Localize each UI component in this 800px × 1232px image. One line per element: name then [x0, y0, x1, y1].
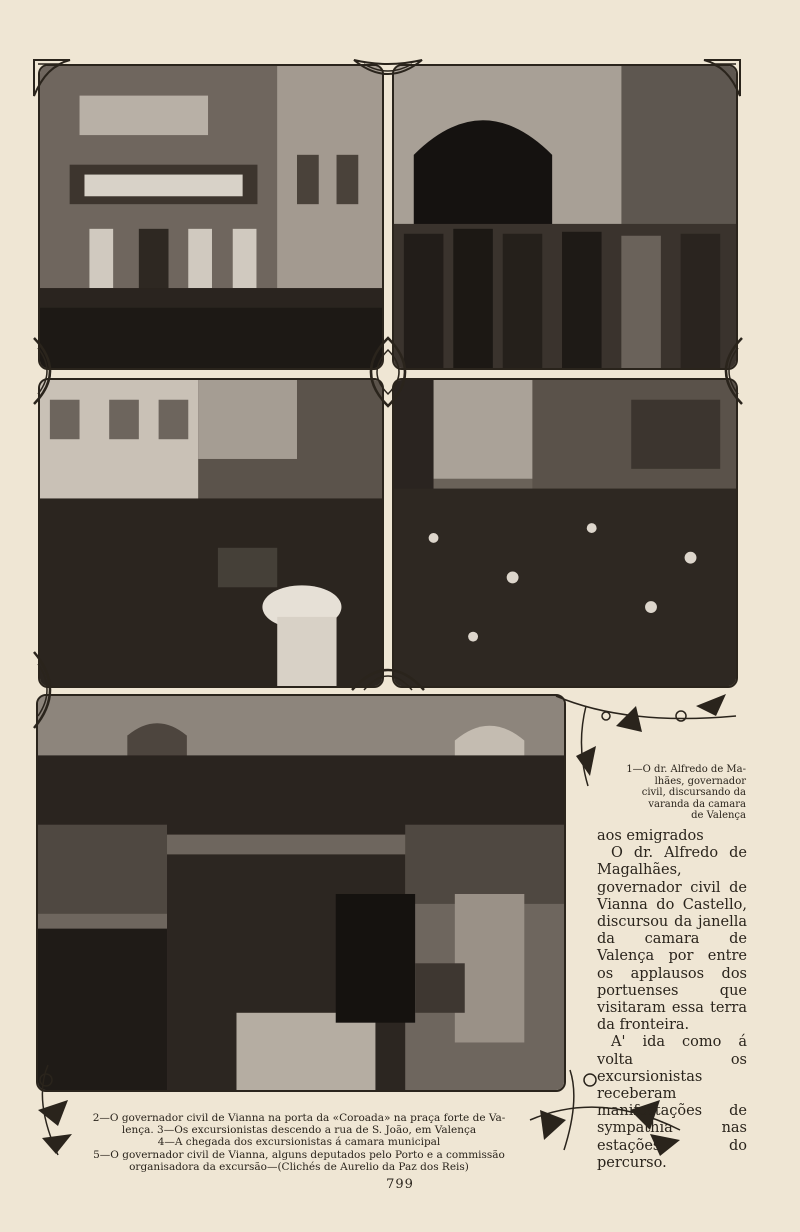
page-number: 799: [386, 1177, 414, 1192]
caption-photo-1-line: varanda da camara: [648, 798, 746, 810]
floral-vine-icon: [28, 1060, 88, 1160]
caption-line: organisadora da excursão—(Clichés de Aurelio da Paz dos Reis): [129, 1160, 469, 1173]
caption-photo-1-line: lhães, governador: [654, 775, 746, 787]
caption-photos-2-5: [84, 1112, 514, 1173]
center-ornament-icon: [350, 650, 426, 692]
caption-photo-1-line: 1—O dr. Alfredo de Ma-: [626, 764, 746, 775]
side-ornament-icon: [32, 650, 72, 730]
photo-square-crowd: [392, 378, 738, 688]
center-ornament-icon: [352, 336, 424, 408]
corner-ornament-icon: [702, 58, 742, 98]
caption-line: lença. 3—Os excursionistas descendo a rua de S. João, em Valença: [121, 1124, 477, 1137]
photo-gate-group: [392, 64, 738, 370]
caption-line: 4—A chegada dos excursionistas á camara municipal: [157, 1136, 441, 1149]
photo-gate-group-image: [394, 66, 736, 368]
side-ornament-icon: [32, 336, 72, 406]
article-text: [597, 828, 747, 1172]
article-paragraph: A' ida como á volta os excursionistas receberam manifestações de sympathia nas estações do percurso.: [597, 1034, 747, 1171]
photo-balcony-crowd-image: [40, 66, 382, 368]
caption-photo-1-line: de Valença: [691, 810, 746, 821]
photo-stairs-group: [36, 694, 566, 1092]
corner-ornament-icon: [32, 58, 72, 98]
photo-square-crowd-image: [394, 380, 736, 686]
side-ornament-icon: [704, 336, 744, 406]
article-paragraph: O dr. Alfredo de Magalhães, governador civil de Vianna do Castello, discursou da janella da camara de Valença por entre os applausos dos portuenses que visitaram essa terra da fronteira.: [597, 845, 747, 1034]
photo-stairs-group-image: [38, 696, 564, 1090]
caption-photo-1: [614, 764, 746, 822]
caption-line: 2—O governador civil de Vianna na porta da «Coroada» na praça forte de Va-: [92, 1112, 506, 1124]
photo-street-procession: [38, 378, 384, 688]
photo-balcony-crowd: [38, 64, 384, 370]
corner-ornament-icon: [352, 58, 424, 94]
caption-line: 5—O governador civil de Vianna, alguns deputados pelo Porto e a commissão: [93, 1148, 505, 1161]
article-heading: aos emigrados: [597, 828, 704, 844]
caption-photo-1-line: civil, discursando da: [641, 787, 746, 798]
photo-street-procession-image: [40, 380, 382, 686]
